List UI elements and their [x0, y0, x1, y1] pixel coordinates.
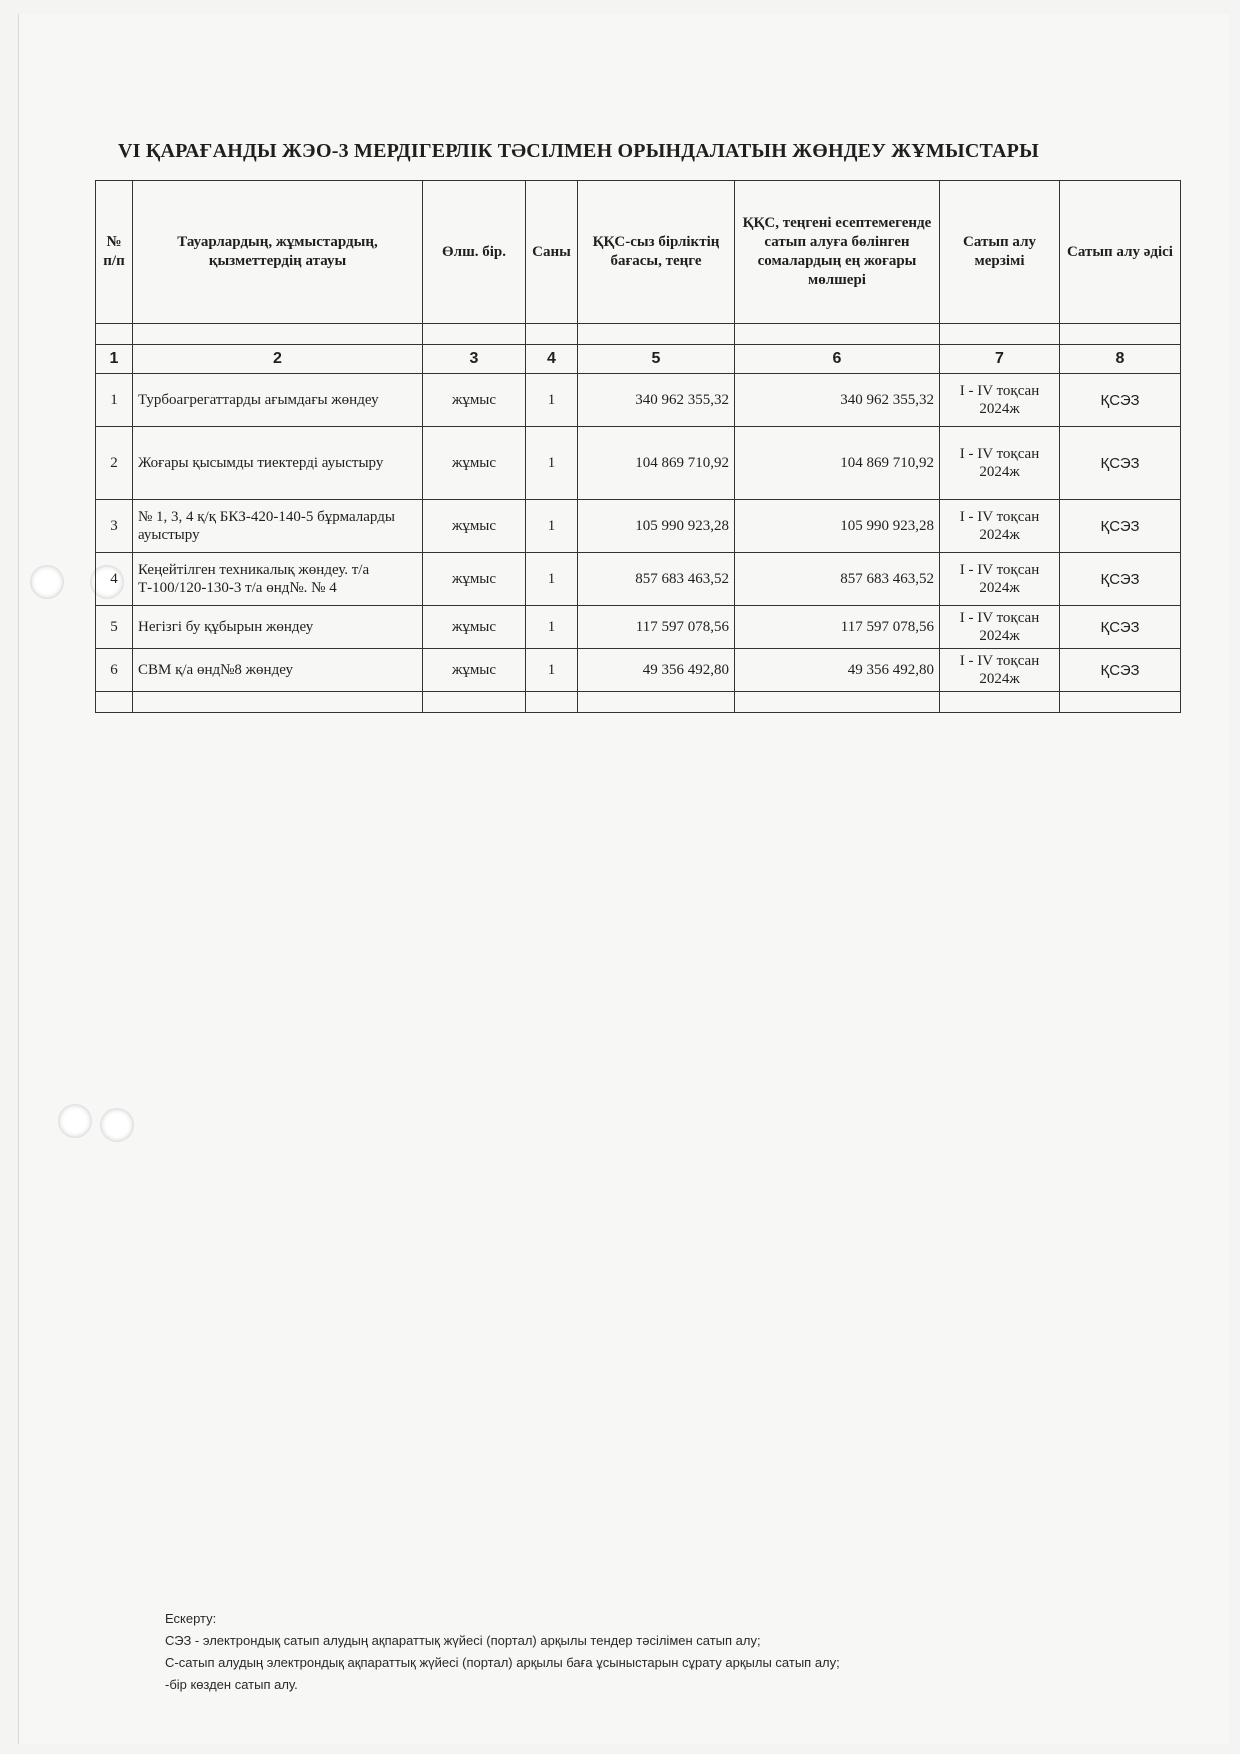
spacer-cell	[578, 324, 735, 345]
empty-cell	[423, 692, 526, 713]
item-unit-price: 49 356 492,80	[578, 649, 735, 692]
table-row	[96, 649, 1181, 692]
table-empty-row	[96, 692, 1181, 713]
row-number: 1	[96, 374, 133, 427]
spacer-cell	[940, 324, 1060, 345]
spacer-cell	[96, 324, 133, 345]
item-method: ҚСЭЗ	[1060, 649, 1181, 692]
item-max-amount: 105 990 923,28	[735, 500, 940, 553]
table-spacer-row	[96, 324, 1181, 345]
empty-cell	[735, 692, 940, 713]
header-cell: Өлш. бір.	[423, 181, 526, 324]
empty-cell	[578, 692, 735, 713]
note-line: СЭЗ - электрондық сатып алудың ақпараттық жүйесі (портал) арқылы тендер тәсілімен сатып алу;	[165, 1633, 761, 1648]
item-method: ҚСЭЗ	[1060, 553, 1181, 606]
item-unit-price: 340 962 355,32	[578, 374, 735, 427]
item-method: ҚСЭЗ	[1060, 427, 1181, 500]
empty-cell	[526, 692, 578, 713]
spacer-cell	[526, 324, 578, 345]
note-line: -бір көзден сатып алу.	[165, 1677, 298, 1692]
punch-hole-top	[30, 565, 64, 599]
item-name: Турбоагрегаттарды ағымдағы жөндеу	[133, 374, 423, 427]
column-number: 8	[1060, 345, 1181, 374]
item-quantity: 1	[526, 500, 578, 553]
item-unit-price: 117 597 078,56	[578, 606, 735, 649]
header-cell: ҚҚС-сыз бірліктің бағасы, теңге	[578, 181, 735, 324]
column-number: 3	[423, 345, 526, 374]
item-name: № 1, 3, 4 қ/қ БКЗ-420-140-5 бұрмаларды ауыстыру	[133, 500, 423, 553]
spacer-cell	[1060, 324, 1181, 345]
punch-hole-bottom-2	[100, 1108, 134, 1142]
item-unit: жұмыс	[423, 553, 526, 606]
repair-works-table	[95, 180, 1181, 713]
item-period: I - IV тоқсан 2024ж	[940, 374, 1060, 427]
empty-cell	[940, 692, 1060, 713]
item-quantity: 1	[526, 427, 578, 500]
item-name: СВМ қ/а өнд№8 жөндеу	[133, 649, 423, 692]
item-max-amount: 117 597 078,56	[735, 606, 940, 649]
table-row	[96, 553, 1181, 606]
punch-hole-bottom	[58, 1104, 92, 1138]
item-method: ҚСЭЗ	[1060, 374, 1181, 427]
item-unit: жұмыс	[423, 427, 526, 500]
column-number-row	[96, 345, 1181, 374]
item-unit-price: 105 990 923,28	[578, 500, 735, 553]
item-unit-price: 857 683 463,52	[578, 553, 735, 606]
header-cell: Тауарлардың, жұмыстардың, қызметтердің атауы	[133, 181, 423, 324]
table-row	[96, 374, 1181, 427]
column-number: 6	[735, 345, 940, 374]
document-title: VI ҚАРАҒАНДЫ ЖЭО-3 МЕРДІГЕРЛІК ТӘСІЛМЕН ОРЫНДАЛАТЫН ЖӨНДЕУ ЖҰМЫСТАРЫ	[118, 140, 1039, 162]
notes-section	[165, 1608, 840, 1696]
column-number: 1	[96, 345, 133, 374]
item-method: ҚСЭЗ	[1060, 606, 1181, 649]
empty-cell	[133, 692, 423, 713]
item-method: ҚСЭЗ	[1060, 500, 1181, 553]
item-max-amount: 104 869 710,92	[735, 427, 940, 500]
row-number: 3	[96, 500, 133, 553]
empty-cell	[1060, 692, 1181, 713]
column-number: 4	[526, 345, 578, 374]
item-unit: жұмыс	[423, 374, 526, 427]
item-period: I - IV тоқсан 2024ж	[940, 500, 1060, 553]
row-number: 5	[96, 606, 133, 649]
header-cell: Сатып алу мерзімі	[940, 181, 1060, 324]
item-max-amount: 49 356 492,80	[735, 649, 940, 692]
header-cell: ҚҚС, теңгені есептемегенде сатып алуға бөлінген сомалардың ең жоғары мөлшері	[735, 181, 940, 324]
table-header-row	[96, 181, 1181, 324]
notes-heading: Ескерту:	[165, 1611, 217, 1626]
row-number: 4	[96, 553, 133, 606]
row-number: 6	[96, 649, 133, 692]
table-row	[96, 606, 1181, 649]
spacer-cell	[735, 324, 940, 345]
item-period: I - IV тоқсан 2024ж	[940, 649, 1060, 692]
item-unit-price: 104 869 710,92	[578, 427, 735, 500]
item-name: Кеңейтілген техникалық жөндеу. т/а Т-100/120-130-3 т/а өнд№. № 4	[133, 553, 423, 606]
item-max-amount: 857 683 463,52	[735, 553, 940, 606]
item-quantity: 1	[526, 374, 578, 427]
item-name: Негізгі бу құбырын жөндеу	[133, 606, 423, 649]
item-unit: жұмыс	[423, 649, 526, 692]
spacer-cell	[423, 324, 526, 345]
item-unit: жұмыс	[423, 500, 526, 553]
item-quantity: 1	[526, 649, 578, 692]
table-row	[96, 427, 1181, 500]
item-quantity: 1	[526, 553, 578, 606]
item-unit: жұмыс	[423, 606, 526, 649]
note-line: С-сатып алудың электрондық ақпараттық жүйесі (портал) арқылы баға ұсыныстарын сұрату арқылы сатып алу;	[165, 1655, 840, 1670]
header-cell: Саны	[526, 181, 578, 324]
empty-cell	[96, 692, 133, 713]
header-cell: Сатып алу әдісі	[1060, 181, 1181, 324]
table-row	[96, 500, 1181, 553]
item-name: Жоғары қысымды тиектерді ауыстыру	[133, 427, 423, 500]
row-number: 2	[96, 427, 133, 500]
column-number: 7	[940, 345, 1060, 374]
item-period: I - IV тоқсан 2024ж	[940, 427, 1060, 500]
spacer-cell	[133, 324, 423, 345]
item-period: I - IV тоқсан 2024ж	[940, 553, 1060, 606]
column-number: 5	[578, 345, 735, 374]
item-period: I - IV тоқсан 2024ж	[940, 606, 1060, 649]
item-max-amount: 340 962 355,32	[735, 374, 940, 427]
item-quantity: 1	[526, 606, 578, 649]
column-number: 2	[133, 345, 423, 374]
header-cell: № п/п	[96, 181, 133, 324]
